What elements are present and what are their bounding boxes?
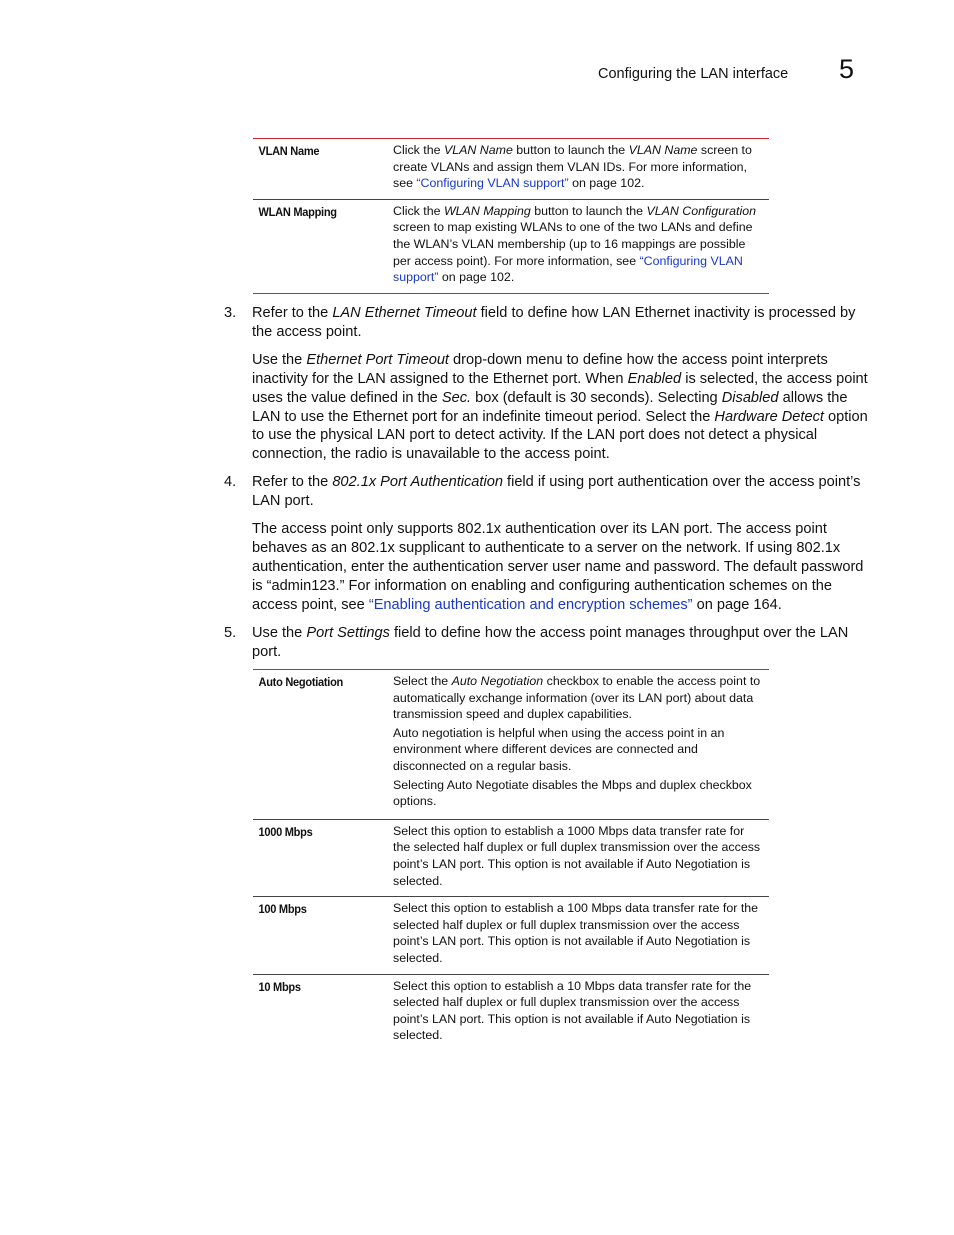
term-10-mbps: 10 Mbps	[253, 974, 382, 1051]
term-auto-negotiation: Auto Negotiation	[253, 670, 382, 820]
table-row	[253, 819, 769, 896]
enabling-authentication-link[interactable]: “Enabling authentication and encryption schemes”	[368, 596, 693, 613]
step-list	[224, 304, 870, 661]
configuring-vlan-support-link[interactable]: “Configuring VLAN support”	[393, 253, 743, 285]
desc-10-mbps: Select this option to establish a 10 Mbps data transfer rate for the selected half duplex or full duplex transmission over the access point’s LAN port. This option is not available if Auto Negotiation is selected.	[393, 974, 769, 1051]
running-header-title: Configuring the LAN interface	[598, 66, 789, 82]
desc-wlan-mapping: Click the WLAN Mapping button to launch the VLAN Configuration screen to map existing WLANs to one of the two LANs and define the WLAN’s VLAN membership (up to 16 mappings are possible per access point). For more information, see “Configuring VLAN support” on page 102.	[393, 199, 769, 293]
configuring-vlan-support-link[interactable]: “Configuring VLAN support”	[416, 176, 569, 191]
desc-vlan-name: Click the VLAN Name button to launch the VLAN Name screen to create VLANs and assign them VLAN IDs. For more information, see “Configuring VLAN support” on page 102.	[393, 139, 769, 200]
step-5-intro: Use the Port Settings field to define how the access point manages throughput over the LAN port.	[252, 624, 849, 660]
step-3-intro: Refer to the LAN Ethernet Timeout field to define how LAN Ethernet inactivity is processed by the access point.	[252, 305, 856, 340]
step-5	[224, 624, 870, 662]
step-3-detail: Use the Ethernet Port Timeout drop-down menu to define how the access point interprets inactivity for the LAN assigned to the Ethernet port. When Enabled is selected, the access point uses the value defined in the Sec. box (default is 30 seconds). Selecting Disabled allows the LAN to use the Ethernet port for an indefinite timeout period. Select the Hardware Detect option to use the physical LAN port to detect activity. If the LAN port does not detect a physical connection, the radio is unavailable to the access point.	[252, 351, 868, 463]
table-row	[253, 670, 769, 820]
table-row	[253, 974, 769, 1051]
step-3	[224, 304, 870, 342]
term-wlan-mapping: WLAN Mapping	[253, 199, 382, 293]
step-number: 4.	[224, 474, 237, 491]
desc-auto-negotiation: Select the Auto Negotiation checkbox to enable the access point to automatically exchange information (over its LAN port) about data transmission speed and duplex capabilities. Auto negotiation is helpful when using the access point in an environment where different devices are connected and disconnected on a regular basis. Selecting Auto Negotiate disables the Mbps and duplex checkbox options.	[393, 670, 769, 820]
term-100-mbps: 100 Mbps	[253, 897, 382, 974]
port-settings-table	[253, 669, 769, 1051]
desc-1000-mbps: Select this option to establish a 1000 Mbps data transfer rate for the selected half duplex or full duplex transmission over the access point’s LAN port. This option is not available if Auto Negotiation is selected.	[393, 819, 769, 896]
table-row	[253, 897, 769, 974]
step-4	[224, 473, 870, 511]
term-1000-mbps: 1000 Mbps	[253, 819, 382, 896]
step-number: 3.	[224, 305, 237, 321]
step-4-intro: Refer to the 802.1x Port Authentication field if using port authentication over the access point’s LAN port.	[252, 474, 861, 510]
term-vlan-name: VLAN Name	[253, 139, 382, 200]
step-number: 5.	[224, 624, 237, 641]
chapter-number: 5	[839, 54, 855, 84]
table-row	[253, 139, 769, 200]
table-row	[253, 199, 769, 293]
vlan-settings-table	[253, 138, 769, 294]
step-4-detail: The access point only supports 802.1x authentication over its LAN port. The access point behaves as an 802.1x supplicant to authenticate to a server on the network. If using 802.1x authentication, enter the authentication server user name and password. The default password is “admin123.” For information on enabling and configuring authentication schemes on the access point, see “Enabling authentication and encryption schemes” on page 164.	[252, 521, 864, 613]
desc-100-mbps: Select this option to establish a 100 Mbps data transfer rate for the selected half duplex or full duplex transmission over the access point’s LAN port. This option is not available if Auto Negotiation is selected.	[393, 897, 769, 974]
